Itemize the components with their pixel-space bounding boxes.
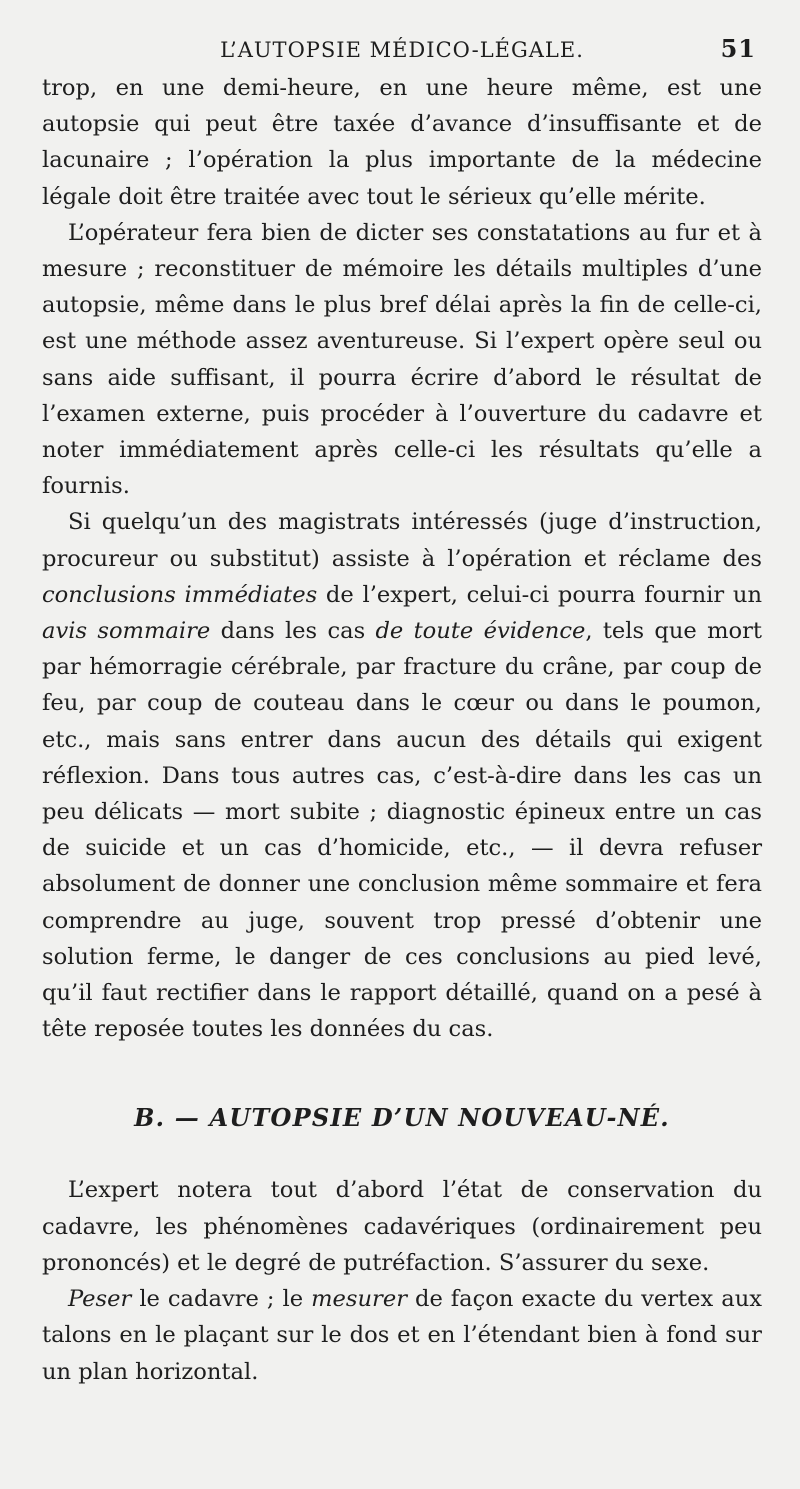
section-heading: B. — AUTOPSIE D’UN NOUVEAU-NÉ. bbox=[134, 1103, 670, 1133]
text-span: , tels que mort par hémorragie cérébrale, par fracture du crâne, par coup de feu, par coup de couteau dans le cœur ou dans le poumon, etc., mais sans entrer dans aucun des détails qui exigent réflexion. Dans tous autres cas, c’est-à-dire dans les cas un peu délicats — mort subite ; diagnostic épineux entre un cas de suicide et un cas d’homicide, etc., — il devra refuser absolument de donner une conclusion même sommaire et fera comprendre au juge, souvent trop pressé d’obtenir une solution ferme, le danger de ces conclusions au pied levé, qu’il faut rectifier dans le rapport détaillé, quand on a pesé à tête reposée toutes les données du cas. bbox=[42, 618, 763, 1043]
italic-span: avis sommaire bbox=[42, 618, 211, 645]
text-span: L’expert notera tout d’abord l’état de conservation du cadavre, les phénomènes cadavériques (ordinairement peu prononcés) et le degré de putréfaction. S’assurer du sexe. bbox=[42, 1177, 762, 1276]
paragraph-weigh-measure bbox=[42, 1281, 762, 1390]
body-text bbox=[42, 70, 762, 1047]
section-body bbox=[42, 1172, 762, 1389]
running-header bbox=[42, 0, 762, 70]
text-span: le cadavre ; le bbox=[131, 1286, 312, 1313]
text-span: L’opérateur fera bien de dicter ses constatations au fur et à mesure ; reconstituer de mémoire les détails multiples d’une autopsie, même dans le plus bref délai après la fin de celle-ci, est une méthode assez aventureuse. Si l’expert opère seul ou sans aide suffisant, il pourra écrire d’abord le résultat de l’examen externe, puis procéder à l’ouverture du cadavre et noter immédiatement après celle-ci les résultats qu’elle a fournis. bbox=[42, 219, 762, 500]
text-span: trop, en une demi-heure, en une heure même, est une autopsie qui peut être taxée d’avance d’insuffisante et de lacunaire ; l’opération la plus importante de la médecine légale doit être traitée avec tout le sérieux qu’elle mérite. bbox=[42, 75, 762, 210]
text-span: de l’expert, celui-ci pourra fournir un bbox=[317, 581, 762, 608]
paragraph-expert-notes bbox=[42, 1172, 762, 1281]
text-span: de façon exacte du vertex aux talons en le plaçant sur le dos et en l’étendant bien à fond sur un plan horizontal. bbox=[42, 1286, 762, 1385]
page-number: 51 bbox=[720, 34, 756, 63]
paragraph-magistrates bbox=[42, 504, 762, 1047]
italic-span: mesurer bbox=[311, 1286, 407, 1313]
italic-span: Peser bbox=[68, 1286, 132, 1313]
italic-span: conclusions immédiates bbox=[42, 581, 318, 608]
running-title: L’AUTOPSIE MÉDICO-LÉGALE. bbox=[220, 38, 584, 62]
text-span: Si quelqu’un des magistrats intéressés (juge d’instruction, procureur ou substitut) assiste à l’opération et réclame des bbox=[42, 509, 762, 572]
paragraph-dictation bbox=[42, 215, 762, 505]
paragraph-continued bbox=[42, 70, 762, 215]
text-span: dans les cas bbox=[210, 618, 376, 645]
italic-span: de toute évidence bbox=[375, 618, 586, 645]
